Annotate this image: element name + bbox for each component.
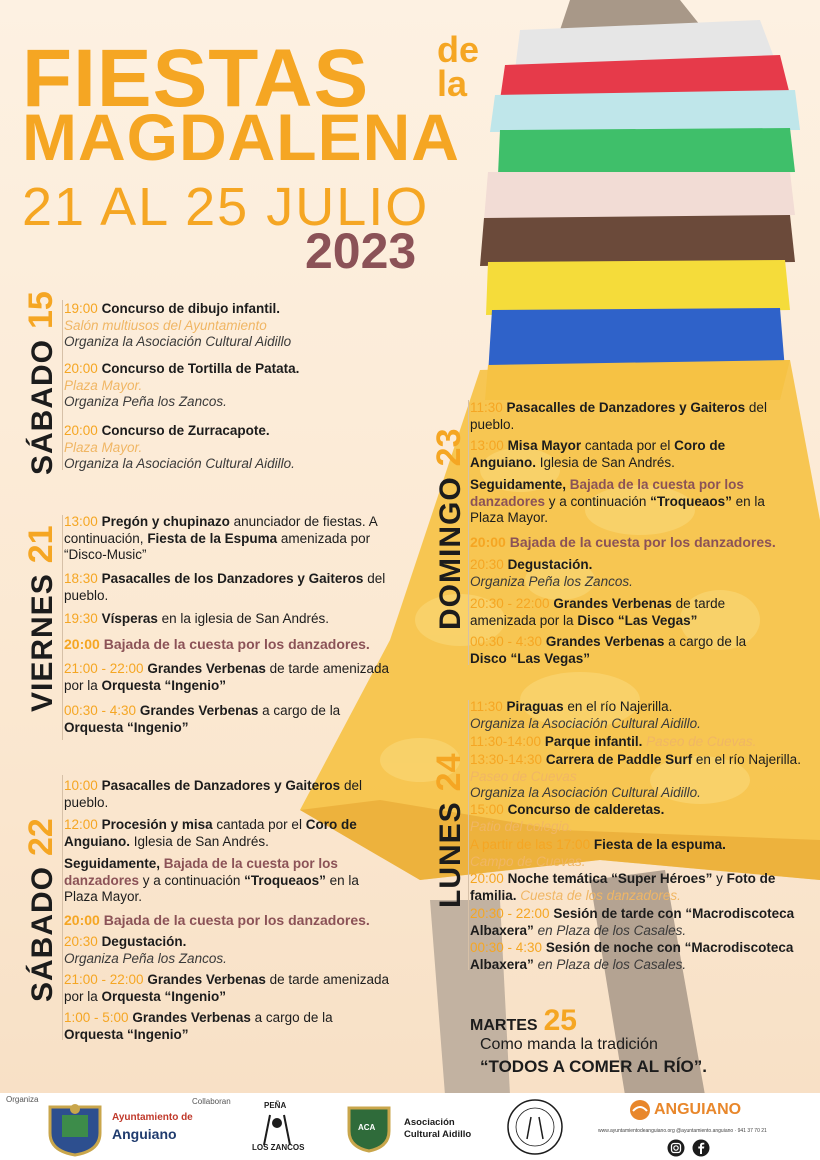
colaboran-label: Collaboran xyxy=(192,1097,231,1106)
day-name: SÁBADO xyxy=(26,338,59,475)
event-sat15-2: 20:00 Concurso de Tortilla de Patata. Plaza Mayor. Organiza Peña los Zancos. xyxy=(64,361,300,410)
event-sat22-7: 1:00 - 5:00 Grandes Verbenas a cargo de la Orquesta “Ingenio” xyxy=(64,1010,333,1042)
footer xyxy=(0,1093,820,1160)
day-label-domingo-23 xyxy=(432,429,466,631)
organiza-label: Organiza xyxy=(6,1095,39,1104)
day-label-sabado-15 xyxy=(24,291,58,475)
event-fri21-4: 20:00 Bajada de la cuesta por los danzadores. xyxy=(64,636,370,652)
day-name: VIERNES xyxy=(26,573,59,712)
title-magdalena: MAGDALENA xyxy=(22,100,460,174)
anguiano-brand: ANGUIANO xyxy=(654,1101,742,1118)
day-label-viernes-21 xyxy=(24,525,58,712)
day-label-lunes-24 xyxy=(432,753,466,908)
event-sat22-5: 20:30 Degustación. Organiza Peña los Zancos. xyxy=(64,934,227,966)
day-number: 22 xyxy=(22,818,60,856)
day-name: SÁBADO xyxy=(26,865,59,1002)
event-mon24-8: 00:30 - 4:30 Sesión de noche con “Macrodiscoteca Albaxera” en Plaza de los Casales. xyxy=(470,940,794,972)
event-mon24-7: 20:30 - 22:00 Sesión de tarde con “Macrodiscoteca Albaxera” en Plaza de los Casales. xyxy=(470,906,795,938)
title-fiestas: FIESTAS xyxy=(22,33,370,124)
day-number: 24 xyxy=(430,753,468,792)
divider xyxy=(468,400,469,665)
danza-de-anguiano-seal-icon xyxy=(505,1097,565,1157)
day-number: 21 xyxy=(22,525,60,564)
pena-label: PEÑA xyxy=(264,1101,287,1110)
year: 2023 xyxy=(305,223,417,279)
facebook-icon[interactable] xyxy=(692,1139,710,1157)
day-label-sabado-22 xyxy=(24,818,58,1002)
event-fri21-6: 00:30 - 4:30 Grandes Verbenas a cargo de la Orquesta “Ingenio” xyxy=(64,703,341,735)
divider xyxy=(62,775,63,1040)
event-fri21-3: 19:30 Vísperas en la iglesia de San Andrés. xyxy=(64,611,329,626)
event-sun23-3: Seguidamente, Bajada de la cuesta por los danzadores y a continuación “Troqueaos” en la Plaza Mayor. xyxy=(470,477,765,526)
contact-line[interactable]: www.ayuntamientodeanguiano.org @ayuntamiento.anguiano · 941 37 70 21 xyxy=(598,1128,767,1134)
event-sat15-1: 19:00 Concurso de dibujo infantil. Salón multiusos del Ayuntamiento Organiza la Asociación Cultural Aidillo xyxy=(64,301,292,350)
event-mon24-1: 11:30 Piraguas en el río Najerilla. Organiza la Asociación Cultural Aidillo. xyxy=(470,699,701,731)
day-name: DOMINGO xyxy=(434,476,467,630)
title-la: la xyxy=(437,63,468,104)
event-sat15-3: 20:00 Concurso de Zurracapote. Plaza Mayor. Organiza la Asociación Cultural Aidillo. xyxy=(64,423,295,472)
event-sat22-6: 21:00 - 22:00 Grandes Verbenas de tarde amenizada por la Orquesta “Ingenio” xyxy=(64,972,389,1004)
day-number: 23 xyxy=(430,428,468,467)
event-sat22-4: 20:00 Bajada de la cuesta por los danzadores. xyxy=(64,912,370,928)
event-mon24-5: A partir de las 17:00 Fiesta de la espuma. Campo de Cuevas. xyxy=(470,837,726,869)
date-range: 21 AL 25 JULIO xyxy=(22,177,430,237)
ayuntamiento-label: Ayuntamiento de xyxy=(112,1112,193,1123)
day-name: MARTES xyxy=(470,1017,538,1034)
event-sat22-2: 12:00 Procesión y misa cantada por el Coro de Anguiano. Iglesia de San Andrés. xyxy=(64,817,357,849)
instagram-icon[interactable] xyxy=(667,1139,685,1157)
anguiano-brand-icon xyxy=(626,1099,654,1121)
event-sun23-6: 20:30 - 22:00 Grandes Verbenas de tarde amenizada por la Disco “Las Vegas” xyxy=(470,596,726,628)
asociacion-name: Cultural Aidillo xyxy=(404,1129,472,1140)
asociacion-label: Asociación xyxy=(404,1117,455,1128)
tradition-slogan: “TODOS A COMER AL RÍO”. xyxy=(480,1057,707,1076)
event-sun23-5: 20:30 Degustación. Organiza Peña los Zancos. xyxy=(470,557,633,589)
divider xyxy=(62,515,63,740)
divider xyxy=(468,700,469,970)
event-sat22-3: Seguidamente, Bajada de la cuesta por los danzadores y a continuación “Troqueaos” en la Plaza Mayor. xyxy=(64,856,359,905)
day-number: 15 xyxy=(22,291,60,329)
event-sun23-2: 13:00 Misa Mayor cantada por el Coro de Anguiano. Iglesia de San Andrés. xyxy=(470,438,726,470)
aca-monogram: ACA xyxy=(358,1123,376,1132)
event-mon24-6: 20:00 Noche temática “Super Héroes” y Foto de familia. Cuesta de los danzadores. xyxy=(470,871,776,903)
ayuntamiento-shield-icon xyxy=(44,1101,106,1157)
event-fri21-2: 18:30 Pasacalles de los Danzadores y Gaiteros del pueblo. xyxy=(64,571,386,603)
ayuntamiento-name: Anguiano xyxy=(112,1126,177,1142)
day-label-martes-25 xyxy=(470,1004,577,1038)
event-fri21-1: 13:00 Pregón y chupinazo anunciador de fiestas. A continuación, Fiesta de la Espuma amenizada por “Disco-Music” xyxy=(64,514,377,563)
event-sun23-1: 11:30 Pasacalles de Danzadores y Gaiteros del pueblo. xyxy=(470,400,767,432)
event-fri21-5: 21:00 - 22:00 Grandes Verbenas de tarde amenizada por la Orquesta “Ingenio” xyxy=(64,661,389,693)
day-name: LUNES xyxy=(434,801,467,908)
event-sat22-1: 10:00 Pasacalles de Danzadores y Gaiteros del pueblo. xyxy=(64,778,362,810)
event-sun23-4: 20:00 Bajada de la cuesta por los danzadores. xyxy=(470,534,776,550)
day-number: 25 xyxy=(543,1004,577,1037)
divider xyxy=(62,300,63,470)
event-mon24-2: 11:30-14:00 Parque infantil. Paseo de Cuevas. xyxy=(470,734,757,749)
event-mon24-4: 15:00 Concurso de calderetas. Patio del colegio. xyxy=(470,802,665,834)
pena-name: LOS ZANCOS xyxy=(252,1143,305,1152)
event-mon24-3: 13:30-14:30 Carrera de Paddle Surf en el río Najerilla. Paseo de Cuevas Organiza la Asociación Cultural Aidillo. xyxy=(470,752,801,801)
tradition-text: Como manda la tradición xyxy=(480,1036,658,1053)
event-sun23-7: 00:30 - 4:30 Grandes Verbenas a cargo de la Disco “Las Vegas” xyxy=(470,634,747,666)
title-de: de xyxy=(437,29,480,70)
